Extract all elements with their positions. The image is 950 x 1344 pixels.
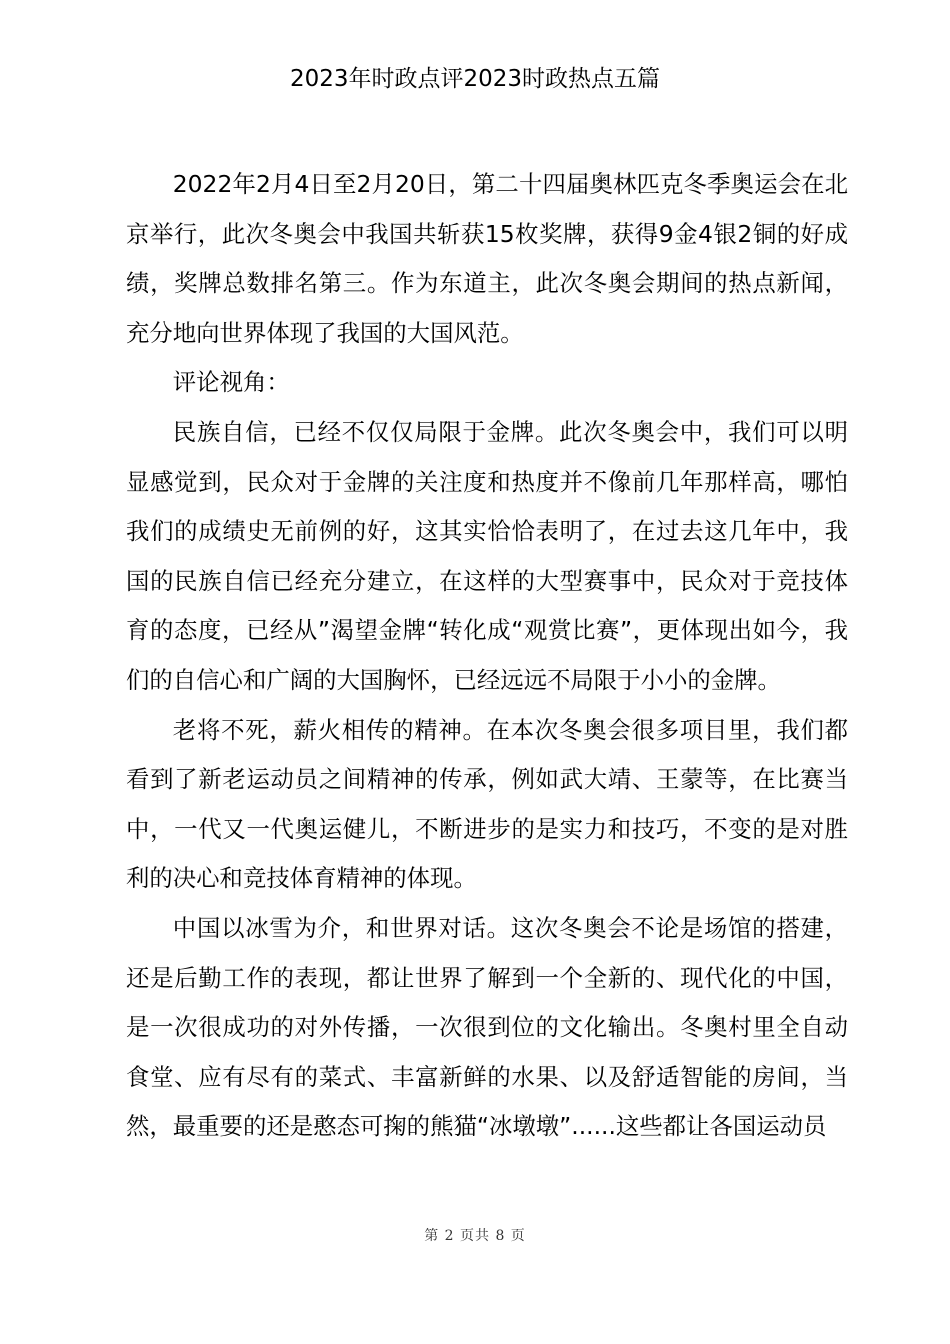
paragraph-dialogue-with-world: 中国以冰雪为介，和世界对话。这次冬奥会不论是场馆的搭建，还是后勤工作的表现，都让世界了解到一个全新的、现代化的中国，是一次很成功的对外传播，一次很到位的文化输出。冬奥村里全自动食堂、应有尽有的菜式、丰富新鲜的水果、以及舒适智能的房间，当然，最重要的还是憨态可掬的熊猫“冰墩墩”......这些都让各国运动员 xyxy=(126,913,848,1141)
paragraph-intro: 2022年2月4日至2月20日，第二十四届奥林匹克冬季奥运会在北京举行，此次冬奥会中我国共斩获15枚奖牌，获得9金4银2铜的好成绩，奖牌总数排名第三。作为东道主，此次冬奥会期间的热点新闻，充分地向世界体现了我国的大国风范。 xyxy=(126,170,848,347)
paragraph-national-confidence: 民族自信，已经不仅仅局限于金牌。此次冬奥会中，我们可以明显感觉到，民众对于金牌的关注度和热度并不像前几年那样高，哪怕我们的成绩史无前例的好，这其实恰恰表明了，在过去这几年中，我国的民族自信已经充分建立，在这样的大型赛事中，民众对于竞技体育的态度，已经从”渴望金牌“转化成“观赏比赛”，更体现出如今，我们的自信心和广阔的大国胸怀，已经远远不局限于小小的金牌。 xyxy=(126,417,848,694)
document-body xyxy=(126,160,848,1152)
paragraph-veteran-spirit: 老将不死，薪火相传的精神。在本次冬奥会很多项目里，我们都看到了新老运动员之间精神的传承，例如武大靖、王蒙等，在比赛当中，一代又一代奥运健儿，不断进步的是实力和技巧，不变的是对胜利的决心和竞技体育精神的体现。 xyxy=(126,715,848,893)
page-footer xyxy=(0,1226,950,1246)
page-number-label: 第 2 页共 8 页 xyxy=(424,1228,526,1244)
page-title: 2023年时政点评2023时政热点五篇 xyxy=(289,66,661,92)
paragraph-comment-heading: 评论视角： xyxy=(172,368,290,397)
